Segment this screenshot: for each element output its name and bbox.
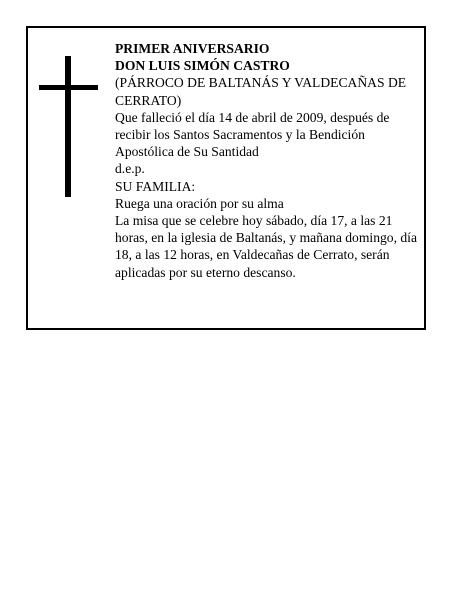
notice-mass-info: La misa que se celebre hoy sábado, día 17, a las 21 horas, en la iglesia de Baltanás, y mañana domingo, día 18, a las 12 horas, en Valdecañas de Cerrato, serán aplicadas por su eterno descanso. <box>115 213 417 280</box>
notice-rip: d.e.p. <box>115 161 145 177</box>
notice-heading-name: DON LUIS SIMÓN CASTRO <box>115 58 290 74</box>
notice-text <box>115 40 420 281</box>
notice-prayer-request: Ruega una oración por su alma <box>115 195 284 211</box>
cross-vertical-bar <box>65 56 71 197</box>
notice-heading-anniversary: PRIMER ANIVERSARIO <box>115 41 270 56</box>
notice-death-info: Que falleció el día 14 de abril de 2009, después de recibir los Santos Sacramentos y la Bendición Apostólica de Su Santidad <box>115 109 390 160</box>
notice-subtitle: (PÁRROCO DE BALTANÁS Y VALDECAÑAS DE CERRATO) <box>115 75 407 108</box>
notice-family: SU FAMILIA: <box>115 178 196 194</box>
obituary-notice <box>26 26 426 330</box>
cross-horizontal-bar <box>39 85 98 90</box>
